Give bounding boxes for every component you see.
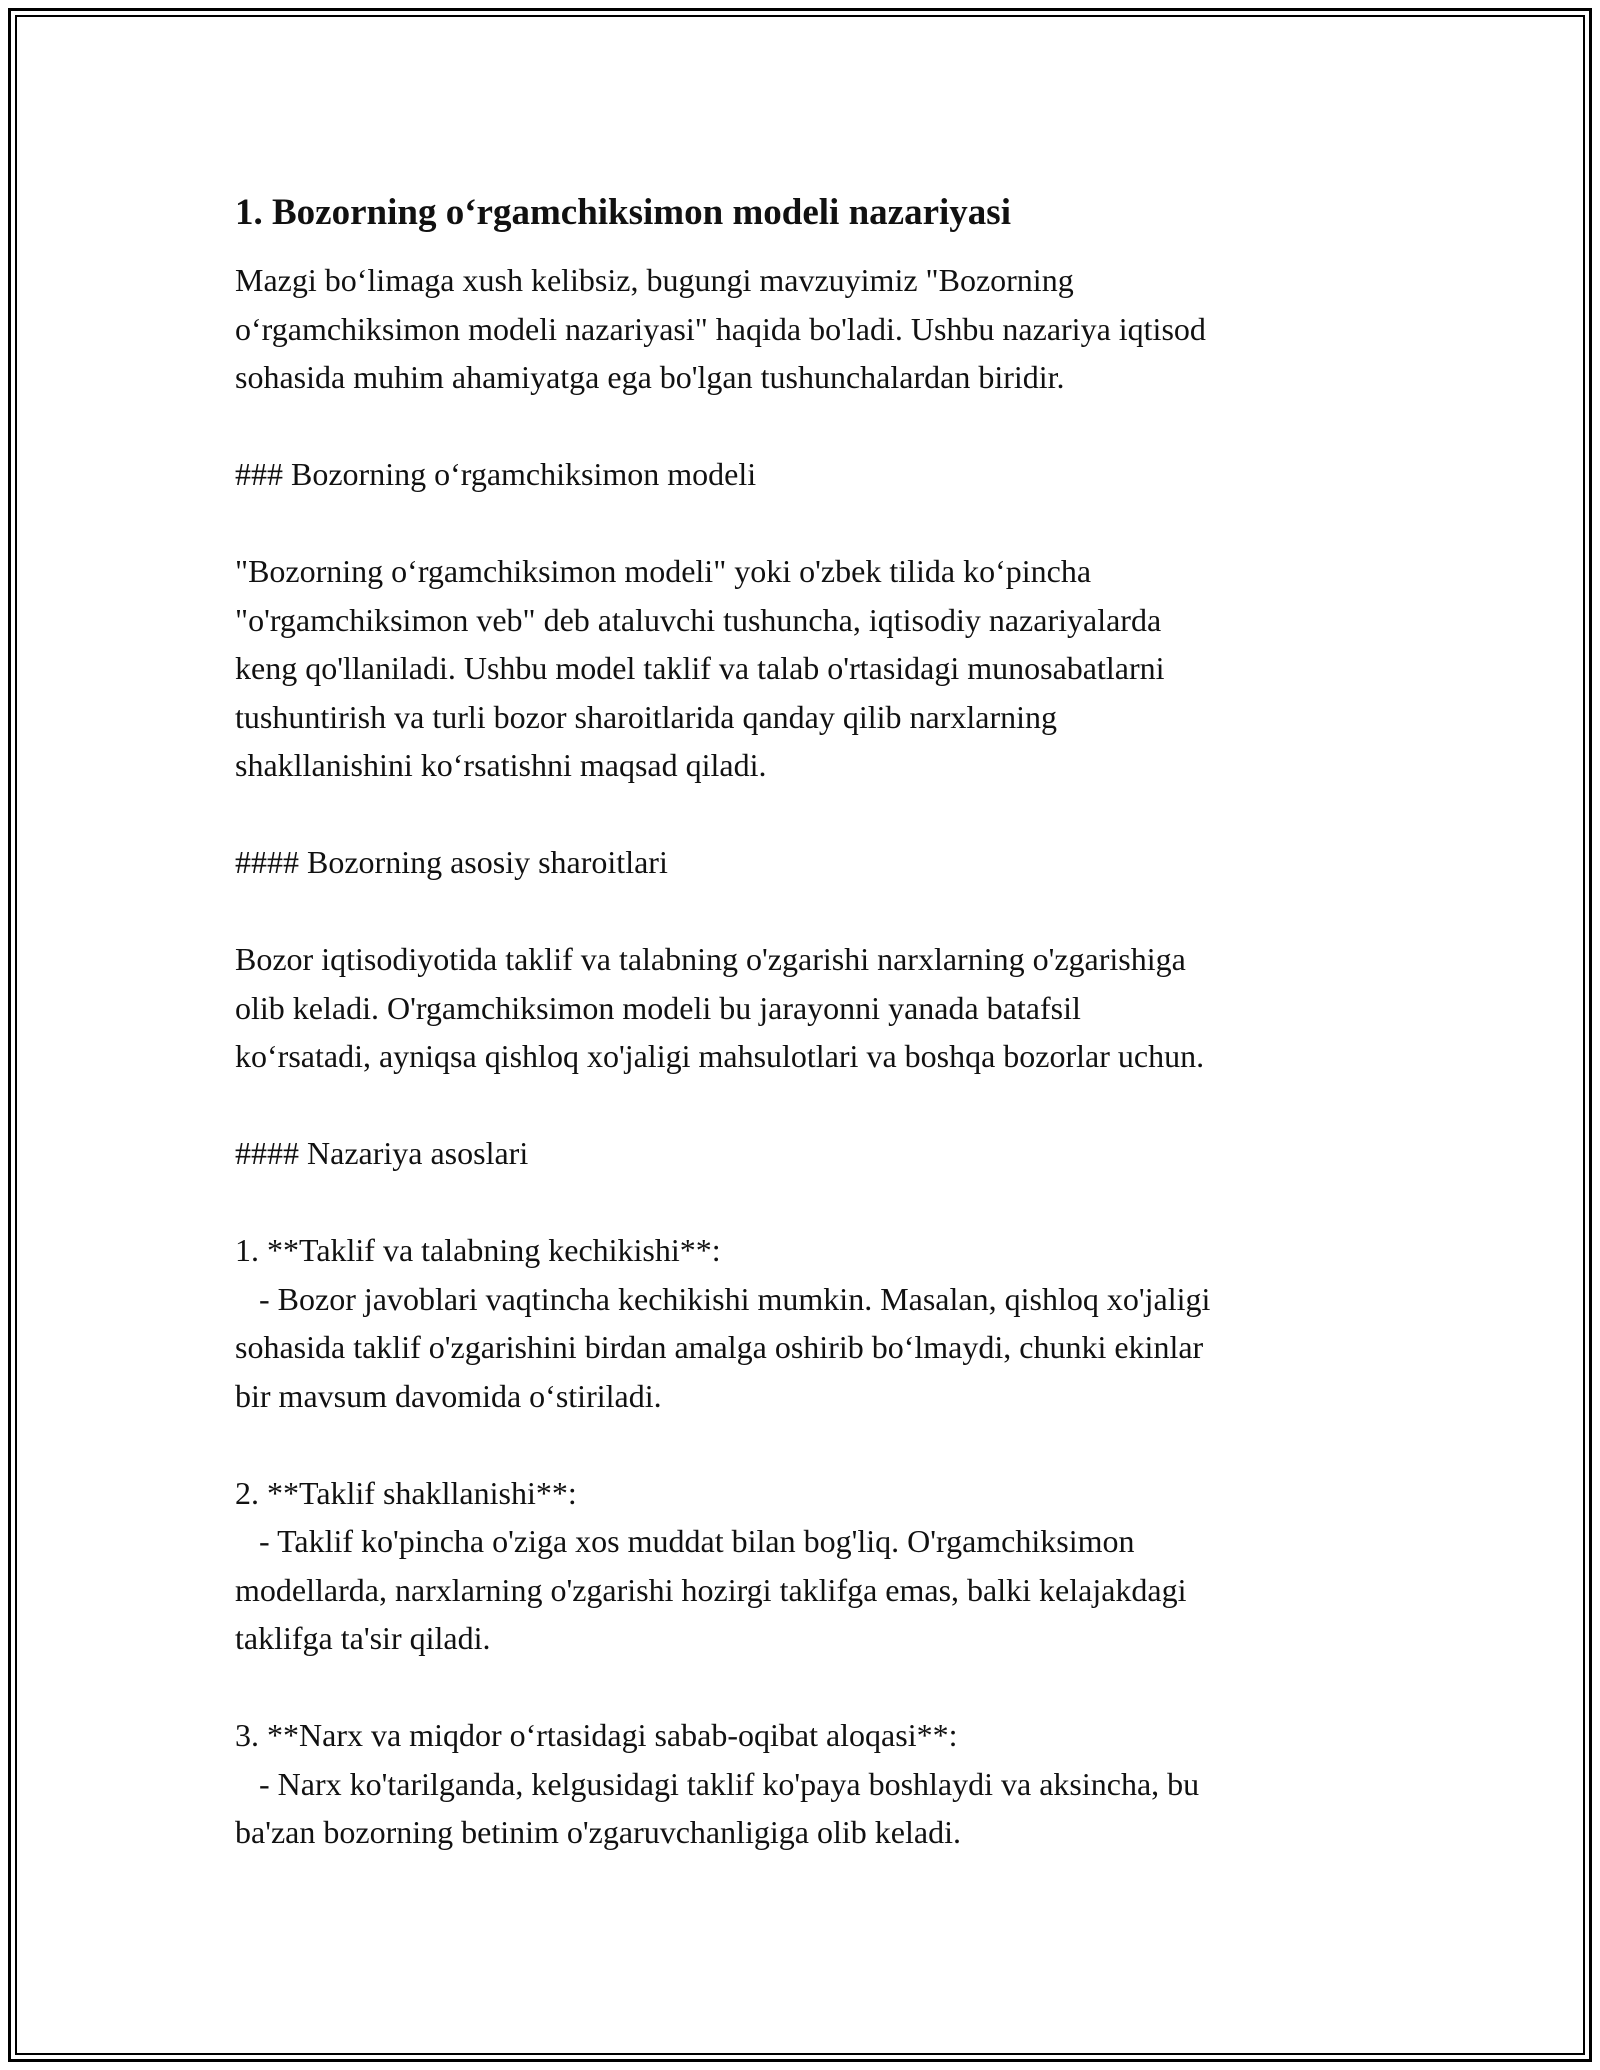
text-line: Mazgi bo‘limaga xush kelibsiz, bugungi mavzuyimiz "Bozorning — [235, 262, 1074, 298]
text-line: shakllanishini ko‘rsatishni maqsad qiladi. — [235, 747, 767, 783]
document-body — [235, 186, 1385, 1905]
text-line: - Taklif ko'pincha o'ziga xos muddat bilan bog'liq. O'rgamchiksimon — [235, 1523, 1135, 1559]
text-line: "o'rgamchiksimon veb" deb ataluvchi tushuncha, iqtisodiy nazariyalarda — [235, 601, 1162, 638]
text-line: olib keladi. O'rgamchiksimon modeli bu jarayonni yanada batafsil — [235, 989, 1081, 1026]
text-line: Bozor iqtisodiyotida taklif va talabning o'zgarishi narxlarning o'zgarishiga — [235, 941, 1186, 977]
text-line: keng qo'llaniladi. Ushbu model taklif va talab o'rtasidagi munosabatlarni — [235, 650, 1165, 686]
list-item-1 — [235, 1226, 1385, 1420]
text-line: taklifga ta'sir qiladi. — [235, 1620, 491, 1656]
text-line: tushuntirish va turli bozor sharoitlarida qanday qilib narxlarning — [235, 698, 1058, 735]
text-line: ba'zan bozorning betinim o'zgaruvchanligiga olib keladi. — [235, 1814, 961, 1850]
list-item-3 — [235, 1711, 1385, 1857]
text-line: 3. **Narx va miqdor o‘rtasidagi sabab-oqibat aloqasi**: — [235, 1717, 958, 1753]
text-line: 2. **Taklif shakllanishi**: — [235, 1474, 577, 1511]
text-line: #### Bozorning asosiy sharoitlari — [235, 844, 668, 880]
text-line: ### Bozorning o‘rgamchiksimon modeli — [235, 456, 757, 492]
text-line: #### Nazariya asoslari — [235, 1135, 529, 1171]
heading-conditions — [235, 838, 1385, 887]
text-line: 1. **Taklif va talabning kechikishi**: — [235, 1232, 721, 1268]
heading-basics — [235, 1129, 1385, 1178]
text-line: - Bozor javoblari vaqtincha kechikishi mumkin. Masalan, qishloq xo'jaligi — [235, 1280, 1211, 1317]
document-title: 1. Bozorning o‘rgamchiksimon modeli nazariyasi — [235, 192, 1011, 233]
list-item-2 — [235, 1469, 1385, 1663]
model-paragraph — [235, 547, 1385, 790]
text-line: "Bozorning o‘rgamchiksimon modeli" yoki o'zbek tilida ko‘pincha — [235, 553, 1092, 589]
heading-model — [235, 450, 1385, 499]
text-line: sohasida taklif o'zgarishini birdan amalga oshirib bo‘lmaydi, chunki ekinlar — [235, 1329, 1204, 1365]
text-line: sohasida muhim ahamiyatga ega bo'lgan tushunchalardan biridir. — [235, 359, 1065, 395]
text-line: - Narx ko'tarilganda, kelgusidagi taklif ko'paya boshlaydi va aksincha, bu — [235, 1765, 1200, 1802]
text-line: ko‘rsatadi, ayniqsa qishloq xo'jaligi mahsulotlari va boshqa bozorlar uchun. — [235, 1038, 1205, 1074]
text-line: modellarda, narxlarning o'zgarishi hozirgi taklifga emas, balki kelajakdagi — [235, 1571, 1187, 1608]
conditions-paragraph — [235, 935, 1385, 1081]
text-line: bir mavsum davomida o‘stiriladi. — [235, 1377, 662, 1414]
intro-paragraph — [235, 256, 1385, 402]
text-line: o‘rgamchiksimon modeli nazariyasi" haqida bo'ladi. Ushbu nazariya iqtisod — [235, 310, 1206, 347]
